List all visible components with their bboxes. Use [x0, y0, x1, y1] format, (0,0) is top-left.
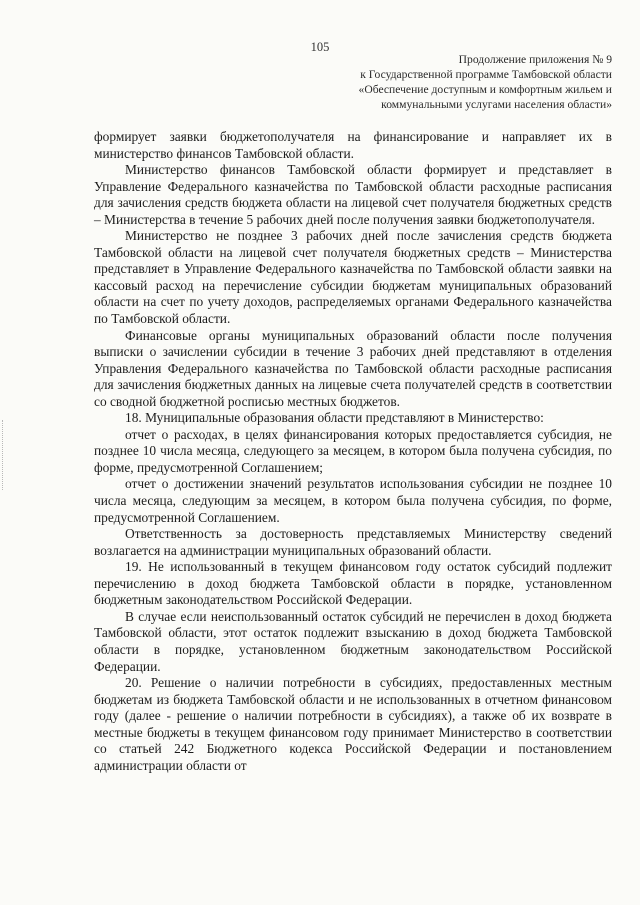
header-line: Продолжение приложения № 9	[458, 53, 612, 66]
paragraph: 19. Не использованный в текущем финансовом году остаток субсидий подлежит перечислению в доход бюджета Тамбовской области в порядке, установленном бюджетным законодательством Российской Федерации.	[94, 559, 612, 608]
header-line: коммунальными услугами населения области»	[381, 98, 612, 111]
header-line: «Обеспечение доступным и комфортным жильем и	[358, 83, 612, 96]
paragraph: Финансовые органы муниципальных образований области после получения выписки о зачислении субсидии в течение 3 рабочих дней представляют в отделения Управления Федерального казначейства по Тамбовской области расходные расписания для зачисления бюджетных данных на лицевые счета получателей средств в соответствии со сводной бюджетной росписью местных бюджетов.	[94, 327, 612, 409]
paragraph: 20. Решение о наличии потребности в субсидиях, предоставленных местным бюджетам из бюджета Тамбовской области и не использованных в отчетном финансовом году (далее - решение о наличии потребности в субсидиях), а также об их возврате в местные бюджеты в текущем финансовом году принимает Министерство в соответствии со статьей 242 Бюджетного кодекса Российской Федерации и постановлением администрации области от	[94, 675, 612, 773]
paragraph: отчет о достижении значений результатов использования субсидии не позднее 10 числа месяца, следующим за месяцем, в котором была получена субсидия, по форме, предусмотренной Соглашением.	[94, 476, 612, 525]
paragraph: формирует заявки бюджетополучателя на финансирование и направляет их в министерство финансов Тамбовской области.	[94, 129, 612, 161]
header-line: к Государственной программе Тамбовской области	[360, 68, 612, 81]
paragraph: 18. Муниципальные образования области представляют в Министерство:	[125, 410, 544, 426]
page-number: 105	[310, 40, 330, 54]
appendix-header	[312, 52, 612, 112]
paragraph: Министерство не позднее 3 рабочих дней после зачисления средств бюджета Тамбовской области на лицевой счет получателя бюджетных средств – Министерства представляет в Управление Федерального казначейства по Тамбовской области заявки на кассовый расход на перечисление субсидии бюджетам муниципальных образований области на счет по учету доходов, распределяемых органами Федерального казначейства по Тамбовской области.	[94, 228, 612, 327]
scan-margin-mark	[2, 420, 7, 490]
paragraph: Министерство финансов Тамбовской области формирует и представляет в Управление Федерального казначейства по Тамбовской области расходные расписания для зачисления средств бюджета области на лицевой счет получателя бюджетных средств – Министерства в течение 5 рабочих дней после получения заявки бюджетополучателя.	[94, 162, 612, 227]
paragraph: Ответственность за достоверность представляемых Министерству сведений возлагается на администрации муниципальных образований области.	[94, 526, 612, 558]
paragraph: отчет о расходах, в целях финансирования которых предоставляется субсидия, не позднее 10 числа месяца, следующего за месяцем, в котором была получена субсидия, по форме, предусмотренной Соглашением;	[94, 426, 612, 475]
paragraph: В случае если неиспользованный остаток субсидий не перечислен в доход бюджета Тамбовской области, этот остаток подлежит взысканию в доход бюджета Тамбовской области в порядке, установленном бюджетным законодательством Российской Федерации.	[94, 608, 612, 674]
document-body	[94, 129, 612, 774]
